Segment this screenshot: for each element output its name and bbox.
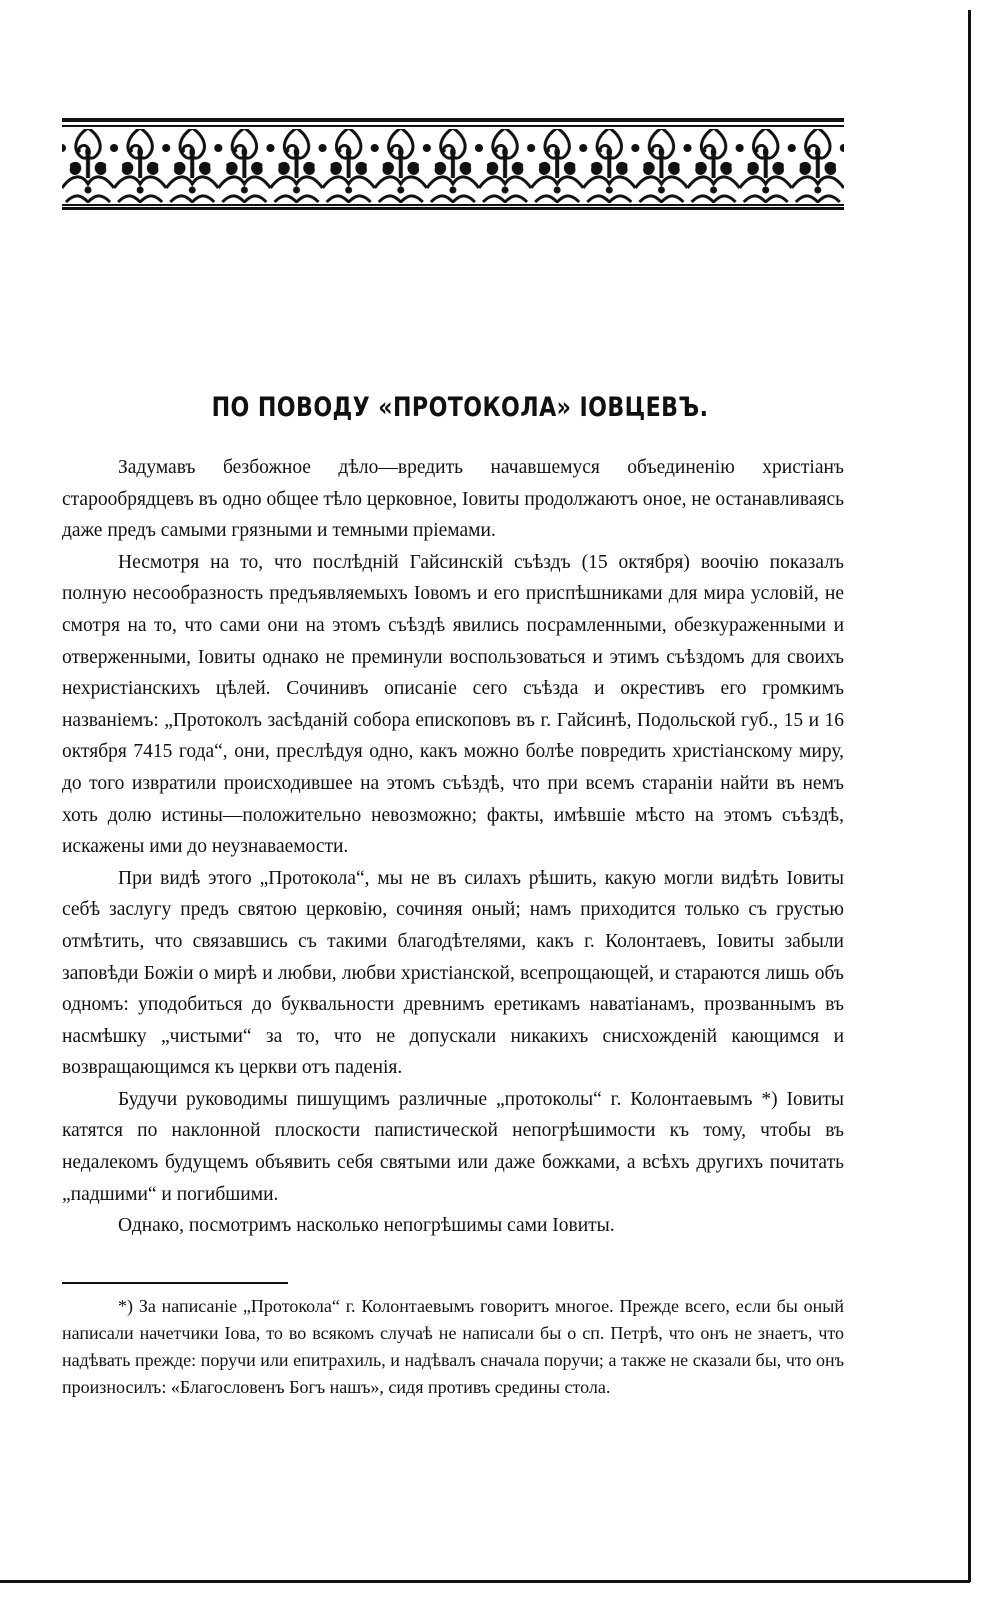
paragraph-3: При видѣ этого „Протокола“, мы не въ силахъ рѣшить, какую могли видѣть Іовиты себѣ заслугу предъ святою церковію, сочиняя оный; намъ приходится только съ грустью отмѣтить, что связавшись съ такими благодѣтелями, какъ г. Колонтаевъ, Іовиты забыли заповѣди Божіи о мирѣ и любви, любви христіанской, всепрощающей, и стараются лишь объ одномъ: уподобиться до буквальности древнимъ еретикамъ наватіанамъ, прозваннымъ въ насмѣшку „чистыми“ за то, что не допускали никакихъ снисхожденій кающимся и возвращающимся къ церкви отъ паденія. xyxy=(62,867,844,1079)
paragraph-2: Несмотря на то, что послѣдній Гайсинскій съѣздъ (15 октября) воочію показалъ полную несообразность предъявляемыхъ Іовомъ и его приспѣшниками для мира условій, не смотря на то, что сами они на этомъ съѣздѣ явились посрамленными, обезкураженными и отверженными, Іовиты однако не преминули воспользоваться и этимъ съѣздомъ для своихъ нехристіанскихъ цѣлей. Сочинивъ описаніе сего съѣзда и окрестивъ его громкимъ названіемъ: „Протоколъ засѣданій собора епископовъ въ г. Гайсинѣ, Подольской губ., 15 и 16 октября 7415 года“, они, преслѣдуя одно, какъ можно болѣе повредить христіанскому миру, до того извратили происходившее на этомъ съѣздѣ, что при всемъ стараніи найти въ немъ хоть долю истины—положительно невозможно; факты, имѣвшіе мѣсто на этомъ съѣздѣ, искажены ими до неузнаваемости. xyxy=(62,551,844,858)
page-edge-bottom xyxy=(0,1580,970,1583)
article-body xyxy=(62,452,844,1242)
page-title: ПО ПОВОДУ «ПРОТОКОЛА» ІОВЦЕВЪ. xyxy=(211,392,709,423)
footnote-separator xyxy=(62,1282,288,1284)
page-edge-right xyxy=(968,10,971,1582)
ornamental-header-band xyxy=(62,118,844,210)
paragraph-1: Задумавъ безбожное дѣло—вредить начавшемуся объединенію христіанъ старообрядцевъ въ одно общее тѣло церковное, Іовиты продолжаютъ оное, не останавливаясь даже предъ самыми грязными и темными пріемами. xyxy=(62,457,844,542)
paragraph-4: Будучи руководимы пишущимъ различные „протоколы“ г. Колонтаевымъ *) Іовиты катятся по наклонной плоскости папистической непогрѣшимости къ тому, чтобы въ недалекомъ будущемъ объявить себя святыми или даже божками, а всѣхъ другихъ почитать „падшими“ и погибшими. xyxy=(62,1088,844,1205)
paragraph-5: Однако, посмотримъ насколько непогрѣшимы сами Іовиты. xyxy=(118,1215,615,1237)
footnote: *) За написаніе „Протокола“ г. Колонтаевымъ говоритъ многое. Прежде всего, если бы оный написали начетчики Іова, то во всякомъ случаѣ не написали бы о сп. Петрѣ, что онъ не знаетъ, что надѣвать прежде: поручи или епитрахиль, и надѣвалъ сначала поручи; а также не сказали бы, что онъ произносилъ: «Благословенъ Богъ нашъ», сидя противъ средины стола. xyxy=(62,1296,844,1397)
